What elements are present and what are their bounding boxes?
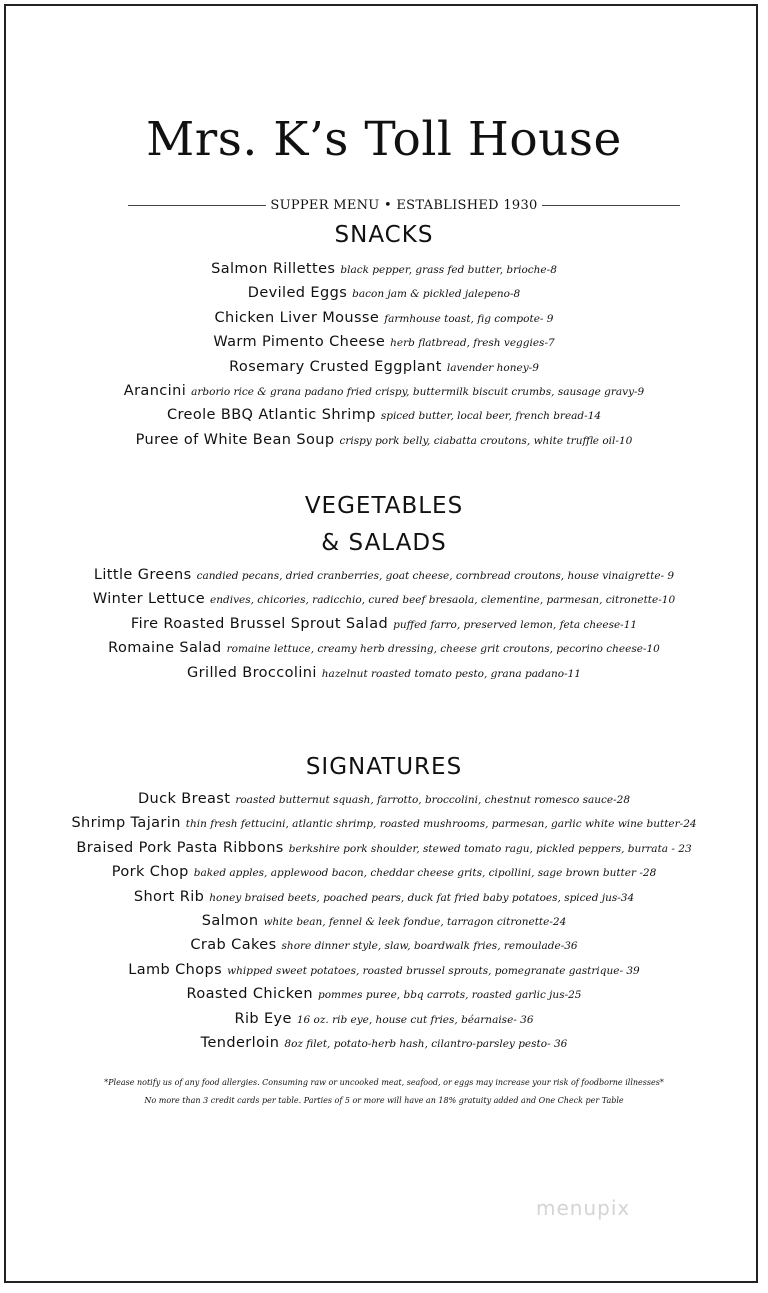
subtitle-text: SUPPER MENU • ESTABLISHED 1930: [270, 198, 538, 213]
restaurant-name: Mrs. K’s Toll House: [146, 112, 622, 167]
item-description: roasted butternut squash, farrotto, broccolini, chestnut romesco sauce-28: [235, 794, 631, 806]
item-description: shore dinner style, slaw, boardwalk fries, remoulade-36: [281, 940, 578, 953]
menu-item: [0, 660, 768, 684]
item-name: Puree of White Bean Soup: [135, 431, 335, 448]
item-description: baked apples, applewood bacon, cheddar cheese grits, cipollini, sage brown butter -28: [193, 867, 657, 880]
item-name: Lamb Chops: [128, 961, 223, 978]
section-title-signatures: SIGNATURES: [305, 754, 463, 780]
item-name: Warm Pimento Cheese: [213, 334, 386, 351]
allergy-note: *Please notify us of any food allergies. Consuming raw or uncooked meat, seafood, or eggs may increase your risk of foodborne illnesses*: [104, 1078, 664, 1087]
item-name: Romaine Salad: [108, 640, 222, 657]
menu-item: [0, 562, 768, 586]
item-description: lavender honey-9: [446, 361, 539, 374]
signatures-list: [0, 786, 768, 1054]
item-description: 16 oz. rib eye, house cut fries, béarnaise- 36: [296, 1013, 534, 1026]
item-description: herb flatbread, fresh veggies-7: [390, 337, 555, 350]
menu-item: [0, 884, 768, 908]
item-description: farmhouse toast, fig compote- 9: [384, 312, 554, 325]
menu-item: [0, 859, 768, 883]
item-description: bacon jam & pickled jalepeno-8: [352, 288, 521, 301]
item-name: Duck Breast: [137, 791, 231, 807]
item-name: Tenderloin: [200, 1034, 280, 1051]
item-description: berkshire pork shoulder, stewed tomato ragu, pickled peppers, burrata - 23: [288, 842, 692, 855]
menu-item: [0, 611, 768, 635]
menu-item: [0, 427, 768, 451]
item-name: Grilled Broccolini: [187, 664, 317, 681]
payment-note: No more than 3 credit cards per table. Parties of 5 or more will have an 18% gratuity added and One Check per Table: [144, 1096, 624, 1105]
item-description: honey braised beets, poached pears, duck fat fried baby potatoes, spiced jus-34: [209, 891, 635, 904]
menu-item: [0, 1006, 768, 1030]
menu-item: [0, 786, 768, 810]
menu-item: [0, 280, 768, 304]
item-name: Fire Roasted Brussel Sprout Salad: [130, 615, 389, 632]
item-description: romaine lettuce, creamy herb dressing, cheese grit croutons, pecorino cheese-10: [226, 643, 660, 656]
item-name: Braised Pork Pasta Ribbons: [76, 839, 284, 856]
item-name: Rosemary Crusted Eggplant: [229, 358, 442, 375]
item-name: Salmon: [201, 912, 259, 929]
menu-item: [0, 354, 768, 378]
item-description: puffed farro, preserved lemon, feta cheese-11: [393, 618, 638, 631]
item-description: crispy pork belly, ciabatta croutons, white truffle oil-10: [339, 434, 633, 447]
menu-item: [0, 305, 768, 329]
section-title-snacks: SNACKS: [334, 222, 434, 248]
item-name: Arancini: [123, 382, 187, 399]
menu-item: [0, 378, 768, 402]
snacks-list: [0, 256, 768, 451]
item-description: 8oz filet, potato-herb hash, cilantro-parsley pesto- 36: [284, 1037, 568, 1050]
item-name: Pork Chop: [111, 864, 189, 881]
subtitle-rule-left: [128, 205, 266, 206]
menu-item: [0, 402, 768, 426]
menu-subtitle: [128, 198, 680, 213]
section-title-vegetables: VEGETABLES: [304, 493, 464, 519]
item-description: pommes puree, bbq carrots, roasted garlic jus-25: [317, 989, 582, 1002]
item-description: arborio rice & grana padano fried crispy, buttermilk biscuit crumbs, sausage gravy-9: [191, 385, 645, 398]
item-name: Winter Lettuce: [92, 591, 206, 608]
menu-item: [0, 1030, 768, 1054]
item-description: spiced butter, local beer, french bread-14: [380, 410, 602, 423]
menu-item: [0, 932, 768, 956]
item-description: candied pecans, dried cranberries, goat cheese, cornbread croutons, house vinaigrette- 9: [196, 570, 675, 582]
menu-item: [0, 586, 768, 610]
menu-item: [0, 256, 768, 280]
item-name: Deviled Eggs: [247, 285, 348, 302]
vegetables-list: [0, 562, 768, 684]
item-name: Little Greens: [93, 567, 192, 583]
menu-item: [0, 835, 768, 859]
item-name: Shrimp Tajarin: [71, 815, 181, 832]
menu-item: [0, 635, 768, 659]
item-name: Crab Cakes: [190, 937, 277, 954]
subtitle-rule-right: [542, 205, 680, 206]
menu-item: [0, 908, 768, 932]
item-description: whipped sweet potatoes, roasted brussel sprouts, pomegranate gastrique- 39: [227, 964, 640, 977]
item-description: white bean, fennel & leek fondue, tarragon citronette-24: [263, 915, 567, 928]
item-name: Salmon Rillettes: [211, 261, 336, 277]
item-description: hazelnut roasted tomato pesto, grana padano-11: [321, 667, 581, 680]
item-description: thin fresh fettucini, atlantic shrimp, roasted mushrooms, parmesan, garlic white wine butter-24: [185, 818, 697, 831]
item-name: Creole BBQ Atlantic Shrimp: [166, 407, 376, 424]
menu-item: [0, 329, 768, 353]
item-name: Chicken Liver Mousse: [214, 309, 380, 326]
menupix-watermark: menupix: [536, 1196, 631, 1220]
item-description: black pepper, grass fed butter, brioche-8: [340, 264, 557, 276]
item-name: Roasted Chicken: [186, 986, 313, 1003]
item-name: Rib Eye: [234, 1010, 292, 1027]
section-title-salads: & SALADS: [321, 530, 447, 556]
item-description: endives, chicories, radicchio, cured beef bresaola, clementine, parmesan, citronette-10: [210, 594, 676, 607]
item-name: Short Rib: [133, 888, 205, 905]
menu-item: [0, 810, 768, 834]
menu-item: [0, 981, 768, 1005]
menu-item: [0, 957, 768, 981]
